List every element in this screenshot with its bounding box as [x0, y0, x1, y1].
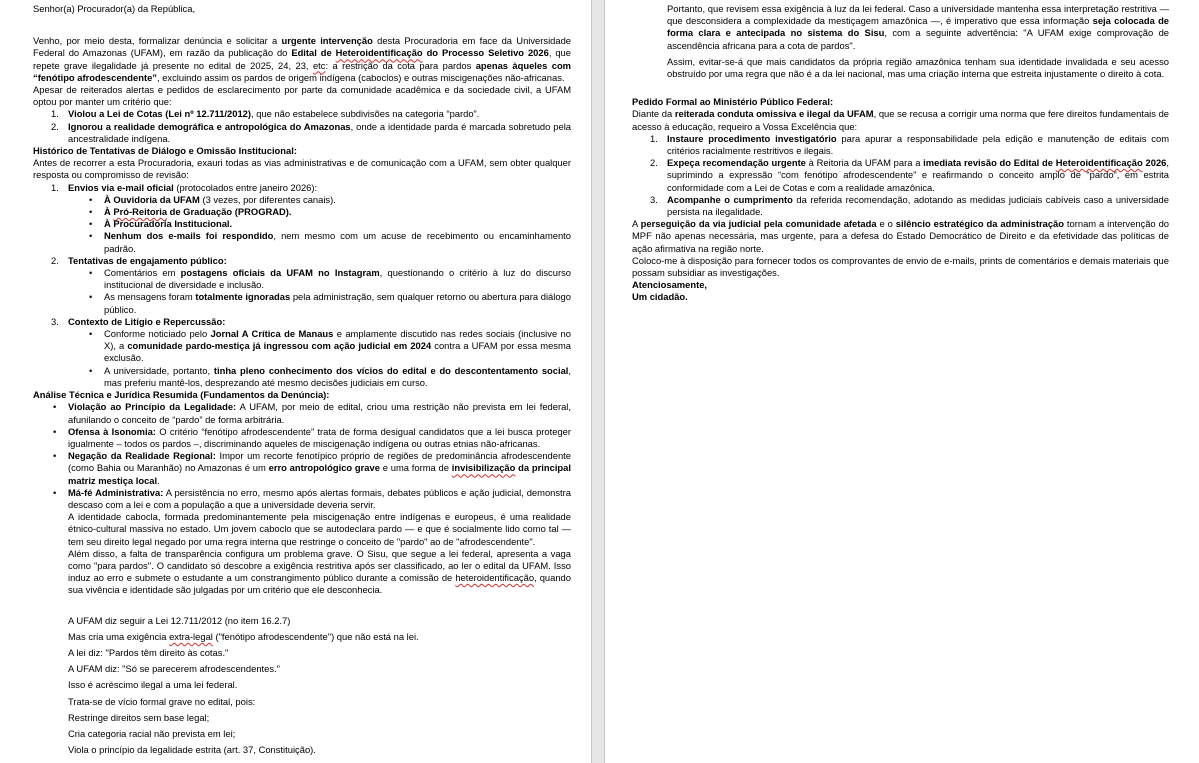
analysis-list — [33, 401, 571, 511]
history-heading: Histórico de Tentativas de Diálogo e Omissão Institucional: — [33, 145, 297, 157]
list-item: • Ofensa à Isonomia: O critério “fenótipo afrodescendente” trata de forma desigual candidatos que a lei busca proteger igualmente – todos os pardos –, discriminando aqueles de miscigenação indígena ou outras etnias não-africanas. — [53, 425, 571, 449]
statement-line: Mas cria uma exigência extra-legal ("fenótipo afrodescendente") que não está na lei. — [68, 630, 419, 642]
list-item: 2. Expeça recomendação urgente à Reitoria da UFAM para a imediata revisão do Edital de Heteroidentificação 2026, suprimindo a expressão “com fenótipo afrodescendente” e reafirmando o conceito amplo de “pardo”, em estrita conformidade com a Lei de Cotas e com a realidade amazônica. — [650, 157, 1169, 193]
sisu-paragraph: Além disso, a falta de transparência configura um problema grave. O Sisu, que segue a lei federal, apresenta a vaga como "para pardos". O candidato só descobre a exigência restritiva após ser classificado, ao ler o edital da UFAM. Isso induz ao erro e submete o estudante a um constrangimento público durante a comissão de heteroidentificação, quando sua vivência e identidade são julgadas por um critério que ele desconhecia. — [68, 547, 571, 596]
list-item: 1. Instaure procedimento investigatório para apurar a responsabilidade pela edição e manutenção de editais com critérios racialmente restritivos e ilegais. — [650, 132, 1169, 157]
list-item: • À Ouvidoria da UFAM (3 vezes, por diferentes canais). — [89, 193, 336, 205]
list-item: • As mensagens foram totalmente ignoradas pela administração, sem qualquer retorno ou abertura para diálogo público. — [89, 291, 571, 315]
statement-line: Restringe direitos sem base legal; — [68, 711, 210, 723]
page-2-body — [632, 3, 1169, 304]
list-item: • Conforme noticiado pelo Jornal A Crítica de Manaus e amplamente discutido nas redes sociais (inclusive no X), a comunidade pardo-mestiça já ingressou com ação judicial em 2024 contra a UFAM por essa mesma exclusão. — [89, 328, 572, 364]
document-page-1 — [0, 0, 592, 763]
sisu-warning-paragraph: Portanto, que revisem essa exigência à luz da lei federal. Caso a universidade mantenha essa interpretação restritiva — que desconsidera a complexidade da mestiçagem amazônica —, é imperativo que essa informação seja colocada de forma clara e antecipada no sistema do Sisu, com a seguinte advertência: "A UFAM exige comprovação de ascendência africana para a cota de pardos". — [667, 3, 1170, 51]
list-item: • À Procuradoria Institucional. — [89, 218, 233, 230]
list-item: • A universidade, portanto, tinha pleno conhecimento dos vícios do edital e do descontentamento social, mas preferiu mantê-los, desprezando até mesmo decisões judiciais em curso. — [89, 364, 571, 388]
statement-line: A lei diz: "Pardos têm direito às cotas." — [68, 646, 229, 658]
list-item: 3. Contexto de Litígio e Repercussão: — [51, 315, 226, 327]
analysis-continuation — [33, 511, 571, 756]
intro-paragraph: Venho, por meio desta, formalizar denúncia e solicitar a urgente intervenção desta Procuradoria em face da Universidade Federal do Amazonas (UFAM), em razão da publicação do Edital de Heteroidentificação do Processo Seletivo 2026, que repete grave ilegalidade já presente no edital de 2025, 24, 23, etc: a restrição da cota para pardos apenas àqueles com “fenótipo afrodescendente”, excluindo assim os pardos de origem indígena (caboclos) e outras miscigenações não-africanas. — [33, 35, 572, 83]
continued-paragraphs — [632, 3, 1169, 80]
list-item: • Violação ao Princípio da Legalidade: A UFAM, por meio de edital, criou uma restrição não prevista em lei federal, afunilando o conceito de “pardo” de forma arbitrária. — [53, 401, 571, 425]
statement-line: Cria categoria racial não prevista em lei; — [68, 727, 236, 739]
list-item: • Comentários em postagens oficiais da UFAM no Instagram, questionando o critério à luz do discurso institucional de diversidade e inclusão. — [89, 267, 571, 291]
greeting: Senhor(a) Procurador(a) da República, — [33, 3, 196, 14]
list-item: • Má-fé Administrativa: A persistência no erro, mesmo após alertas formais, debates públicos e ação judicial, demonstra descaso com a lei e com a população a que a universidade deveria servir. — [53, 486, 571, 510]
statement-line: A UFAM diz: "Só se parecerem afrodescendentes." — [68, 663, 280, 675]
request-heading: Pedido Formal ao Ministério Público Federal: — [632, 96, 834, 108]
closing: Atenciosamente, — [632, 279, 708, 291]
history-intro: Antes de recorrer a esta Procuradoria, exauri todas as vias administrativas e de comunicação com a UFAM, sem obter qualquer resposta ou compromisso de revisão: — [33, 157, 571, 181]
list-item: • Nenhum dos e-mails foi respondido, nem mesmo com um acuse de recebimento ou encaminhamento padrão. — [89, 230, 572, 254]
signature: Um cidadão. — [632, 291, 688, 303]
statement-line: A UFAM diz seguir a Lei 12.711/2012 (no item 16.2.7) — [68, 614, 291, 626]
persecution-paragraph: A perseguição da via judicial pela comunidade afetada e o silêncio estratégico da administração tornam a intervenção do MPF não apenas necessária, mas urgente, para a defesa do Estado Democrático de Direito e da efetividade das políticas de ação afirmativa na região norte. — [632, 218, 1170, 254]
list-item: 2. Ignorou a realidade demográfica e antropológica do Amazonas, onde a identidade parda é marcada sobretudo pela ancestralidade indígena. — [51, 120, 571, 144]
history-list — [33, 182, 571, 389]
despite-paragraph: Apesar de reiterados alertas e pedidos de esclarecimento por parte da comunidade acadêmica e da sociedade civil, a UFAM optou por manter um critério que: — [33, 84, 571, 108]
list-item: • Negação da Realidade Regional: Impor um recorte fenotípico próprio de regiões de predominância afrodescendente (como Bahia ou Maranhão) no Amazonas é um erro antropológico grave e uma forma de invisibilização da principal matriz mestiça local. — [53, 450, 571, 486]
statement-line: Trata-se de vício formal grave no edital, pois: — [68, 695, 256, 707]
list-item: 3. Acompanhe o cumprimento da referida recomendação, adotando as medidas judiciais cabíveis caso a universidade persista na ilegalidade. — [650, 193, 1169, 218]
statement-line: Viola o princípio da legalidade estrita (art. 37, Constituição). — [68, 744, 316, 756]
statement-line: Isso é acréscimo ilegal a uma lei federal. — [68, 679, 238, 691]
list-item: 1. Violou a Lei de Cotas (Lei nº 12.711/2012), que não estabelece subdivisões na categoria “pardo”. — [51, 108, 480, 120]
request-list — [632, 133, 1169, 218]
violations-list — [33, 108, 571, 145]
page-1-body — [33, 3, 571, 756]
analysis-heading: Análise Técnica e Jurídica Resumida (Fundamentos da Denúncia): — [33, 389, 330, 401]
document-page-2 — [604, 0, 1199, 763]
request-intro: Diante da reiterada conduta omissiva e ilegal da UFAM, que se recusa a corrigir uma norma que fere direitos fundamentais de acesso à educação, requeiro a Vossa Excelência que: — [632, 108, 1170, 132]
cabocla-paragraph: A identidade cabocla, formada predominantemente pela miscigenação entre indígenas e europeus, é uma realidade étnico-cultural massiva no estado. Um jovem caboclo que se autodeclara pardo — e que é socialmente lido como tal — tem seu direito legal negado por uma regra interna que restringe o conceito de "pardo" ao de "afrodescendente". — [68, 511, 571, 547]
list-item: • À Pró-Reitoria de Graduação (PROGRAD). — [89, 206, 292, 218]
offer-paragraph: Coloco-me à disposição para fornecer todos os comprovantes de envio de e-mails, prints de comentários e demais materiais que possam subsidiar as investigações. — [632, 254, 1169, 279]
list-item: 1. Envios via e-mail oficial (protocolados entre janeiro 2026): — [51, 181, 318, 193]
avoid-paragraph: Assim, evitar-se-á que mais candidatos da própria região amazônica tenham sua identidade invalidada e seu acesso obstruído por uma regra que não é a da lei nacional, mas uma criação interna que estreita injustamente o direito à cota. — [667, 55, 1169, 80]
list-item: 2. Tentativas de engajamento público: — [51, 254, 227, 266]
